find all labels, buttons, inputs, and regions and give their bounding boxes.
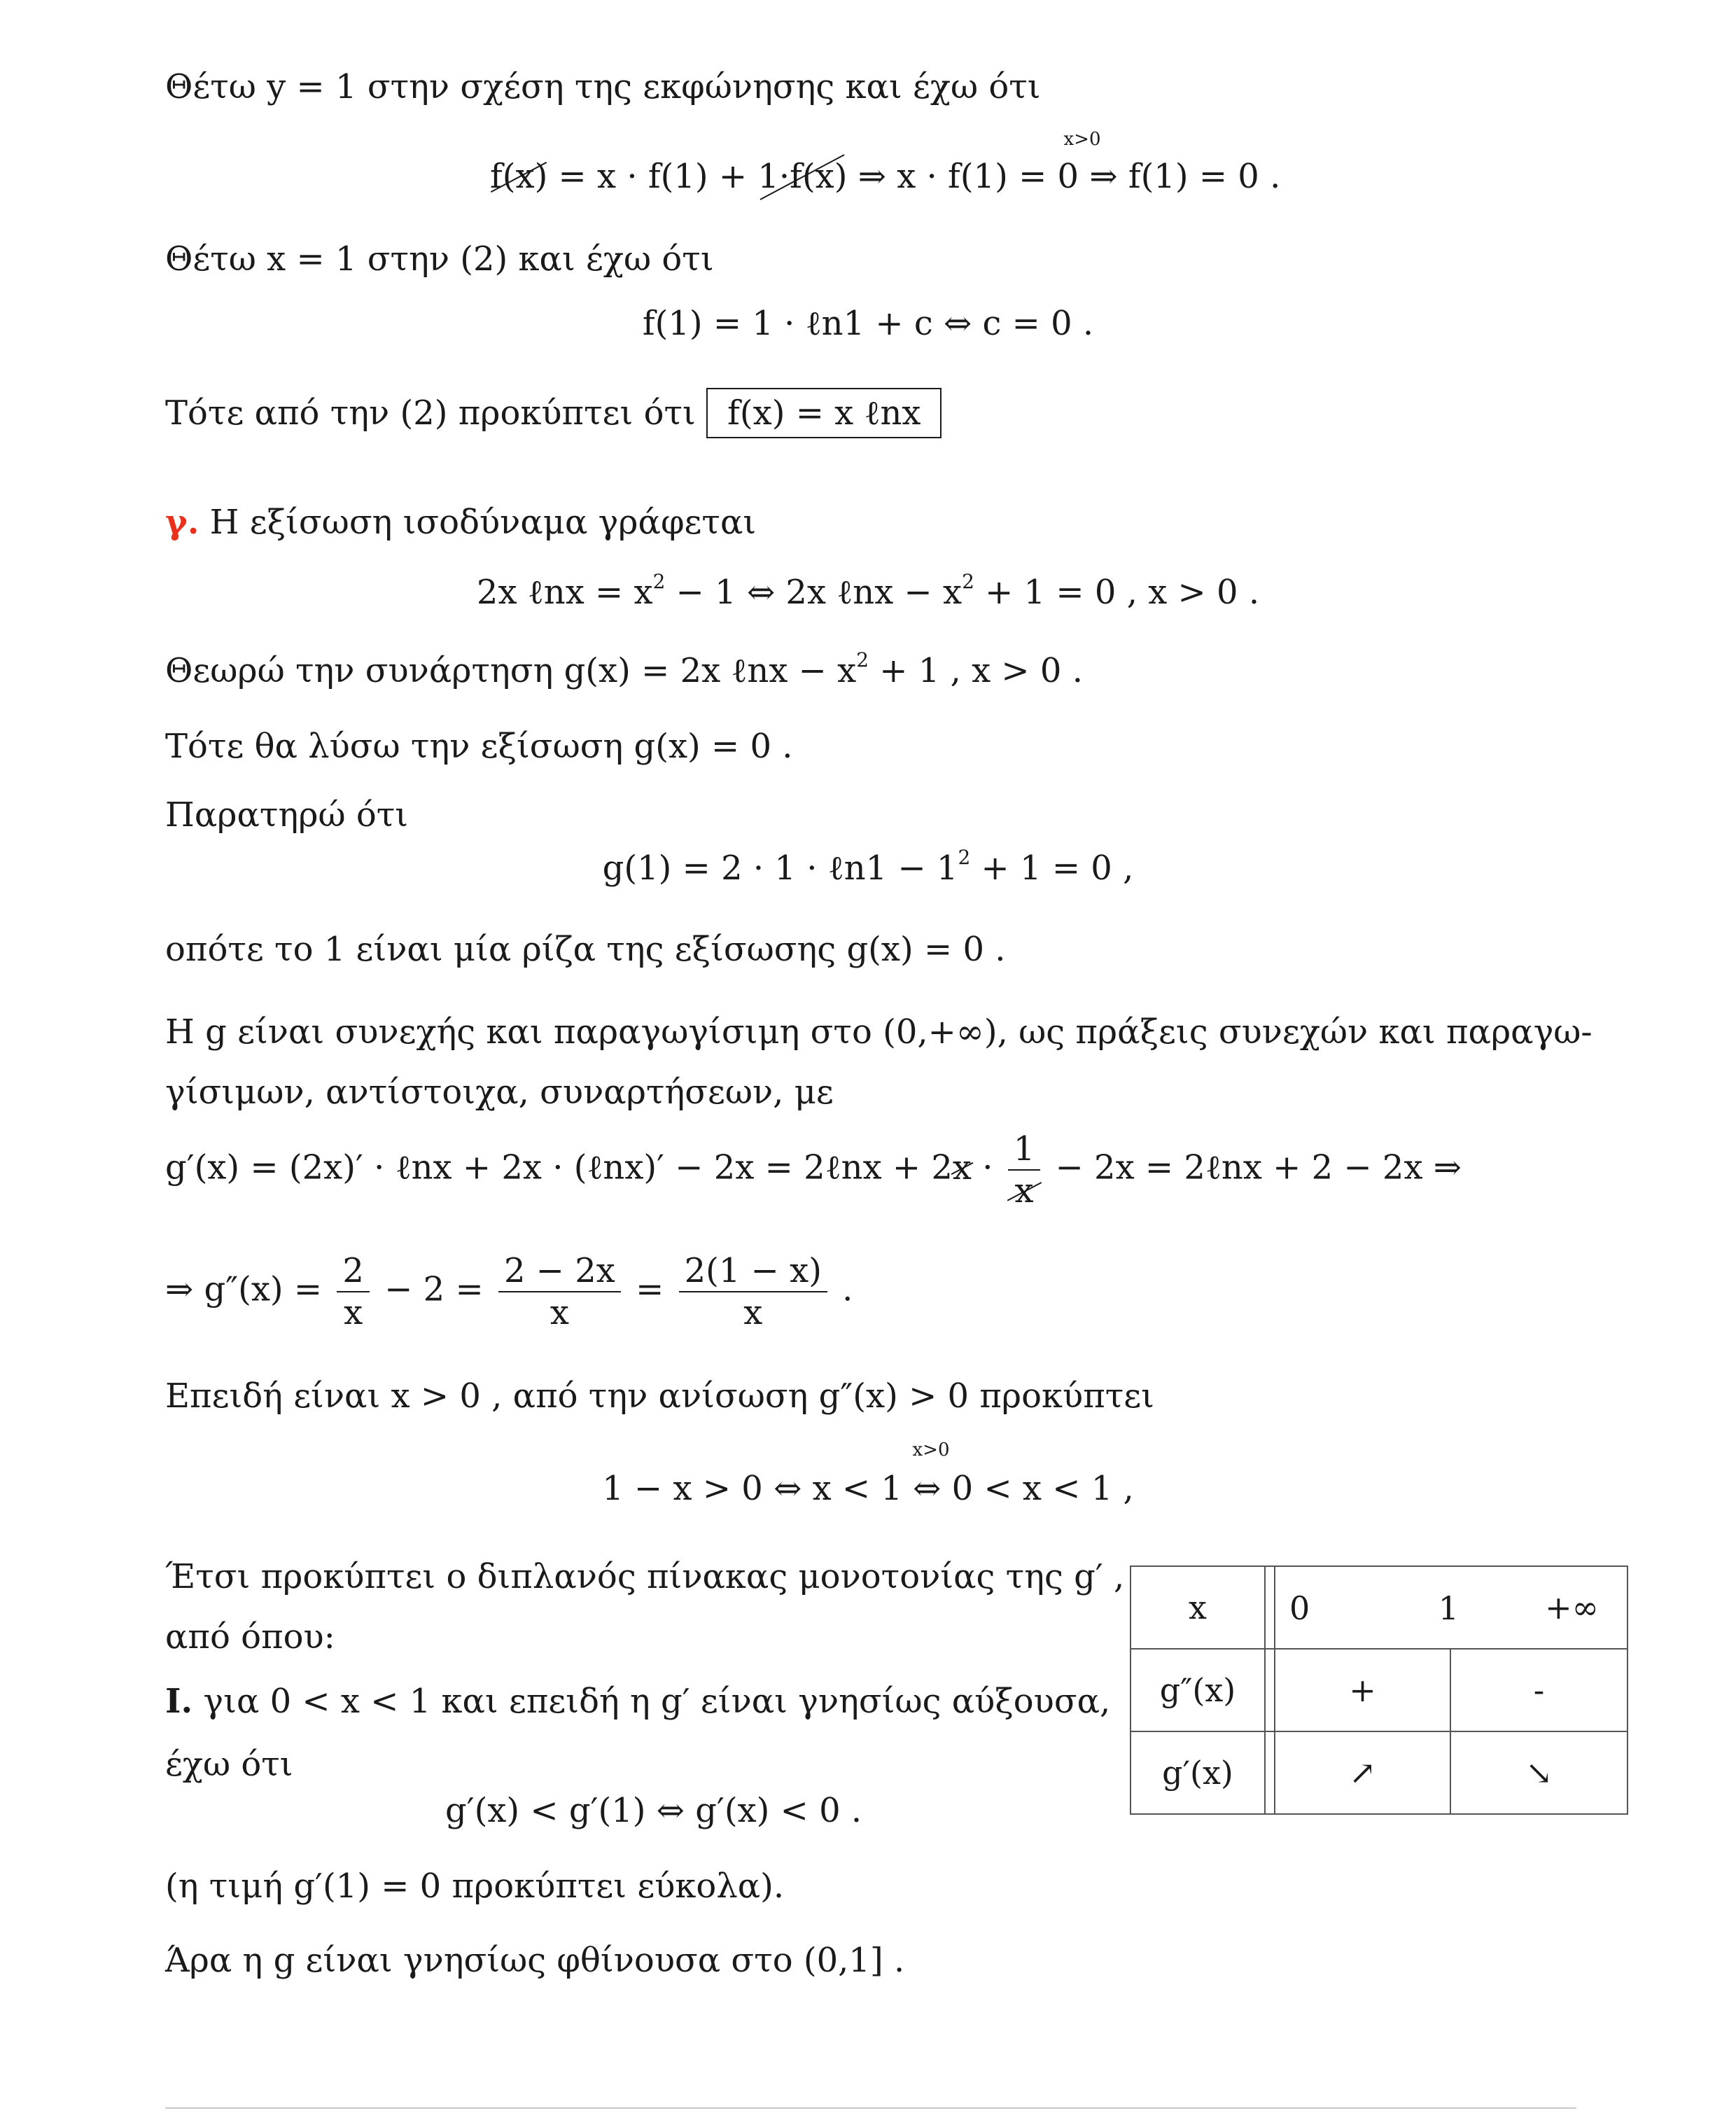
text-line: Παρατηρώ ότι [165, 795, 409, 835]
arrow-condition: x>0 [1063, 129, 1101, 150]
math-part: − 2 = [373, 1269, 494, 1309]
math-line [0, 847, 1736, 889]
text-line [165, 392, 941, 434]
fraction [337, 1250, 370, 1333]
math-line: f(1) = 1 · ℓn1 + c ⇔ c = 0 . [642, 304, 1094, 343]
sign-cell: + [1275, 1649, 1450, 1731]
exponent: 2 [958, 846, 971, 869]
text-line: γίσιμων, αντίστοιχα, συναρτήσεων, με [165, 1073, 834, 1112]
text-part: Θεωρώ την συνάρτηση g(x) = 2x ℓnx − x [165, 651, 857, 690]
text-line: Άρα η g είναι γνησίως φθίνουσα στο (0,1] . [165, 1941, 905, 1980]
text-line: Τότε θα λύσω την εξίσωση g(x) = 0 . [165, 727, 793, 766]
math-line [0, 571, 1736, 613]
denominator: x [743, 1293, 763, 1332]
text-part: για 0 < x < 1 και επειδή η g′ είναι γνησίως αύξουσα, [192, 1682, 1111, 1721]
item-label: Ι. [165, 1682, 193, 1721]
math-part: − 2x = 2ℓnx + 2 − 2x ⇒ [1044, 1148, 1462, 1187]
tick-label: 0 [1289, 1589, 1310, 1627]
text-line: Επειδή είναι x > 0 , από την ανίσωση g″(x) > 0 προκύπτει [165, 1376, 1154, 1416]
table-row [1130, 1731, 1628, 1814]
math-part: ⇒ g″(x) = [165, 1269, 333, 1309]
numerator: 2 [337, 1250, 370, 1292]
decreasing-arrow-icon: ↘ [1450, 1731, 1628, 1814]
numerator: 1 [1008, 1129, 1041, 1171]
text-line: οπότε το 1 είναι μία ρίζα της εξίσωσης g(x) = 0 . [165, 930, 1006, 969]
cancelled-term: x [952, 1148, 972, 1187]
text-line: Η g είναι συνεχής και παραγωγίσιμη στο (0,+∞), ως πράξεις συνεχών και παραγω- [165, 1012, 1592, 1052]
text-line: Θέτω y = 1 στην σχέση της εκφώνησης και έχω ότι [165, 67, 1041, 106]
section-label: γ. [165, 503, 200, 542]
exponent: 2 [652, 570, 666, 593]
footer-rule [165, 2107, 1576, 2109]
math-part: − 1 ⇔ 2x ℓnx − x [665, 573, 962, 612]
text-line [165, 1680, 1110, 1722]
text-line [165, 501, 756, 543]
math-part: ⇒ x · f(1) = 0 ⇒ f(1) = 0 . [847, 157, 1281, 196]
denominator: x [344, 1293, 363, 1332]
table-header-cell: x [1130, 1566, 1265, 1649]
sign-cell: - [1450, 1649, 1628, 1731]
math-part: . [831, 1269, 853, 1309]
row-label: g′(x) [1130, 1731, 1265, 1814]
exponent: 2 [856, 648, 869, 671]
table-header-cell [1275, 1566, 1459, 1649]
cancelled-term: 1·f(x) [757, 157, 848, 196]
text-line: (η τιμή g′(1) = 0 προκύπτει εύκολα). [165, 1867, 785, 1906]
math-line: 1 − x > 0 ⇔ x < 1 ⇔ 0 < x < 1 , [602, 1469, 1134, 1508]
math-line: g′(x) < g′(1) ⇔ g′(x) < 0 . [445, 1791, 862, 1830]
table-row [1130, 1566, 1628, 1649]
double-rule [1265, 1649, 1275, 1731]
text-part: Τότε από την (2) προκύπτει ότι [165, 393, 707, 433]
tick-label: 1 [1438, 1589, 1459, 1627]
text-part: + 1 , x > 0 . [869, 651, 1083, 690]
boxed-result: f(x) = x ℓnx [706, 388, 941, 438]
fraction [679, 1250, 827, 1333]
arrow-condition: x>0 [912, 1439, 950, 1460]
text-line: Θέτω x = 1 στην (2) και έχω ότι [165, 239, 714, 279]
math-part: + 1 = 0 , [970, 849, 1134, 888]
denominator: x [550, 1293, 569, 1332]
increasing-arrow-icon: ↗ [1275, 1731, 1450, 1814]
math-part: g′(x) = (2x)′ · ℓnx + 2x · (ℓnx)′ − 2x = 2ℓnx + 2 [165, 1148, 953, 1187]
double-rule [1265, 1731, 1275, 1814]
fraction [498, 1250, 621, 1333]
numerator: 2 − 2x [498, 1250, 621, 1292]
monotonicity-table [1130, 1565, 1628, 1815]
row-label: g″(x) [1130, 1649, 1265, 1731]
table-row [1130, 1649, 1628, 1731]
table-header-cell: +∞ [1450, 1566, 1628, 1649]
math-part: = x · f(1) + [547, 157, 758, 196]
denominator: x [1008, 1171, 1041, 1211]
math-part: = [624, 1269, 675, 1309]
fraction [1008, 1129, 1041, 1211]
text-line: Έτσι προκύπτει ο διπλανός πίνακας μονοτονίας της g′ , [165, 1557, 1125, 1596]
text-line: από όπου: [165, 1617, 335, 1657]
double-rule [1265, 1566, 1275, 1649]
cancelled-term: f(x) [490, 157, 548, 196]
text-part: Η εξίσωση ισοδύναμα γράφεται [199, 503, 757, 542]
math-part: · [971, 1148, 1004, 1187]
math-part: g(1) = 2 · 1 · ℓn1 − 1 [602, 849, 958, 888]
numerator: 2(1 − x) [679, 1250, 827, 1292]
math-line [490, 155, 1280, 197]
text-line: έχω ότι [165, 1745, 293, 1784]
math-part: 2x ℓnx = x [476, 573, 653, 612]
math-part: + 1 = 0 , x > 0 . [974, 573, 1260, 612]
math-line [165, 1129, 1462, 1211]
text-line [165, 650, 1083, 692]
exponent: 2 [962, 570, 974, 593]
math-line [165, 1250, 853, 1333]
